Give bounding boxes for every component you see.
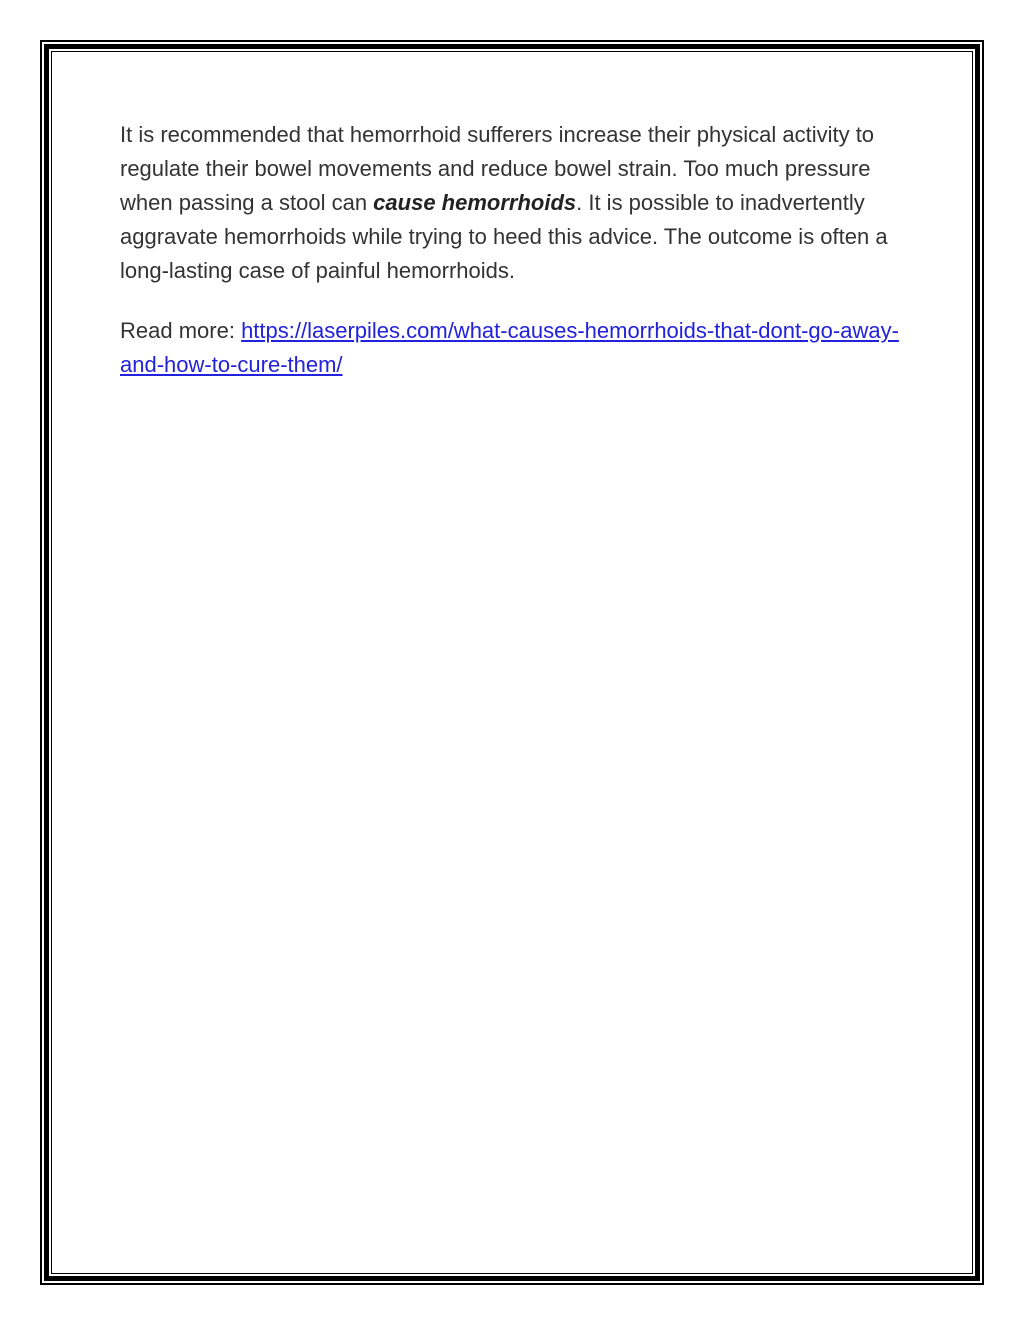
body-paragraph bbox=[120, 118, 900, 288]
paragraph-text-end: . It is possible to inadvertently aggravate hemorrhoids while trying to heed this advice. The outcome is often a long-lasting case of painful hemorrhoids. bbox=[120, 190, 888, 283]
paragraph-text-start: It is recommended that hemorrhoid sufferers increase their physical activity to regulate their bowel movements and reduce bowel strain. Too much pressure when passing a stool can bbox=[120, 122, 875, 215]
read-more-label: Read more: bbox=[120, 318, 242, 343]
emphasized-phrase: cause hemorrhoids bbox=[373, 190, 577, 215]
read-more-link[interactable]: https://laserpiles.com/what-causes-hemorrhoids-that-dont-go-away-and-how-to-cure-them/ bbox=[120, 318, 899, 377]
document-body bbox=[120, 118, 900, 382]
read-more-paragraph bbox=[120, 314, 900, 382]
